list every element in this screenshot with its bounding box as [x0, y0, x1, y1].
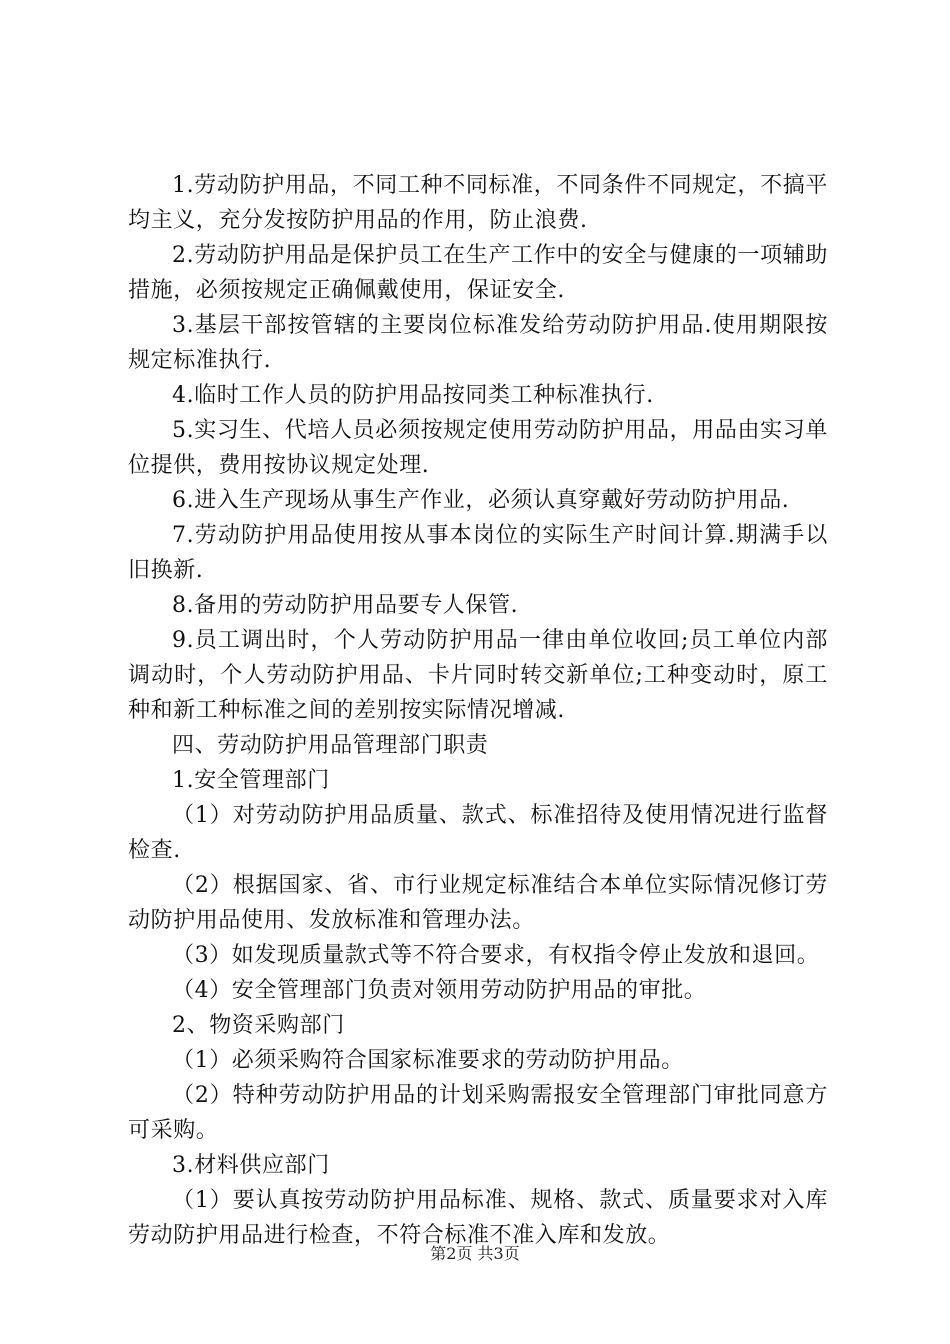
- subheading-procurement-dept: 2、物资采购部门: [172, 1013, 345, 1038]
- section-heading-four: 四、劳动防护用品管理部门职责: [172, 733, 489, 758]
- document-body: [128, 168, 828, 1253]
- paragraph-item-9: 9.员工调出时，个人劳动防护用品一律由单位收回;员工单位内部调动时，个人劳动防护用品、卡片同时转交新单位;工种变动时，原工种和新工种标准之间的差别按实际情况增减.: [128, 628, 828, 723]
- paragraph-procurement-2: （2）特种劳动防护用品的计划采购需报安全管理部门审批同意方可采购。: [128, 1083, 828, 1143]
- paragraph-item-3: 3.基层干部按管辖的主要岗位标准发给劳动防护用品.使用期限按规定标准执行.: [128, 313, 828, 373]
- paragraph-item-4: 4.临时工作人员的防护用品按同类工种标准执行.: [172, 383, 654, 408]
- paragraph-item-8: 8.备用的劳动防护用品要专人保管.: [172, 593, 519, 618]
- page-number-footer: 第2页 共3页: [430, 1244, 520, 1263]
- paragraph-item-5: 5.实习生、代培人员必须按规定使用劳动防护用品，用品由实习单位提供，费用按协议规定处理.: [128, 418, 828, 478]
- subheading-safety-dept: 1.安全管理部门: [172, 768, 330, 793]
- paragraph-safety-3: （3）如发现质量款式等不符合要求，有权指令停止发放和退回。: [172, 943, 820, 968]
- paragraph-item-1: 1.劳动防护用品，不同工种不同标准，不同条件不同规定，不搞平均主义，充分发按防护用品的作用，防止浪费.: [128, 173, 828, 233]
- paragraph-safety-1: （1）对劳动防护用品质量、款式、标准招待及使用情况进行监督检查.: [128, 803, 828, 863]
- paragraph-safety-4: （4）安全管理部门负责对领用劳动防护用品的审批。: [172, 978, 707, 1003]
- paragraph-safety-2: （2）根据国家、省、市行业规定标准结合本单位实际情况修订劳动防护用品使用、发放标准和管理办法。: [128, 873, 828, 933]
- paragraph-item-6: 6.进入生产现场从事生产作业，必须认真穿戴好劳动防护用品.: [172, 488, 790, 513]
- paragraph-procurement-1: （1）必须采购符合国家标准要求的劳动防护用品。: [172, 1048, 684, 1073]
- subheading-supply-dept: 3.材料供应部门: [172, 1153, 330, 1178]
- paragraph-supply-1: （1）要认真按劳动防护用品标准、规格、款式、质量要求对入库劳动防护用品进行检查，不符合标准不准入库和发放。: [128, 1188, 828, 1248]
- paragraph-item-7: 7.劳动防护用品使用按从事本岗位的实际生产时间计算.期满手以旧换新.: [128, 523, 828, 583]
- paragraph-item-2: 2.劳动防护用品是保护员工在生产工作中的安全与健康的一项辅助措施，必须按规定正确佩戴使用，保证安全.: [128, 243, 828, 303]
